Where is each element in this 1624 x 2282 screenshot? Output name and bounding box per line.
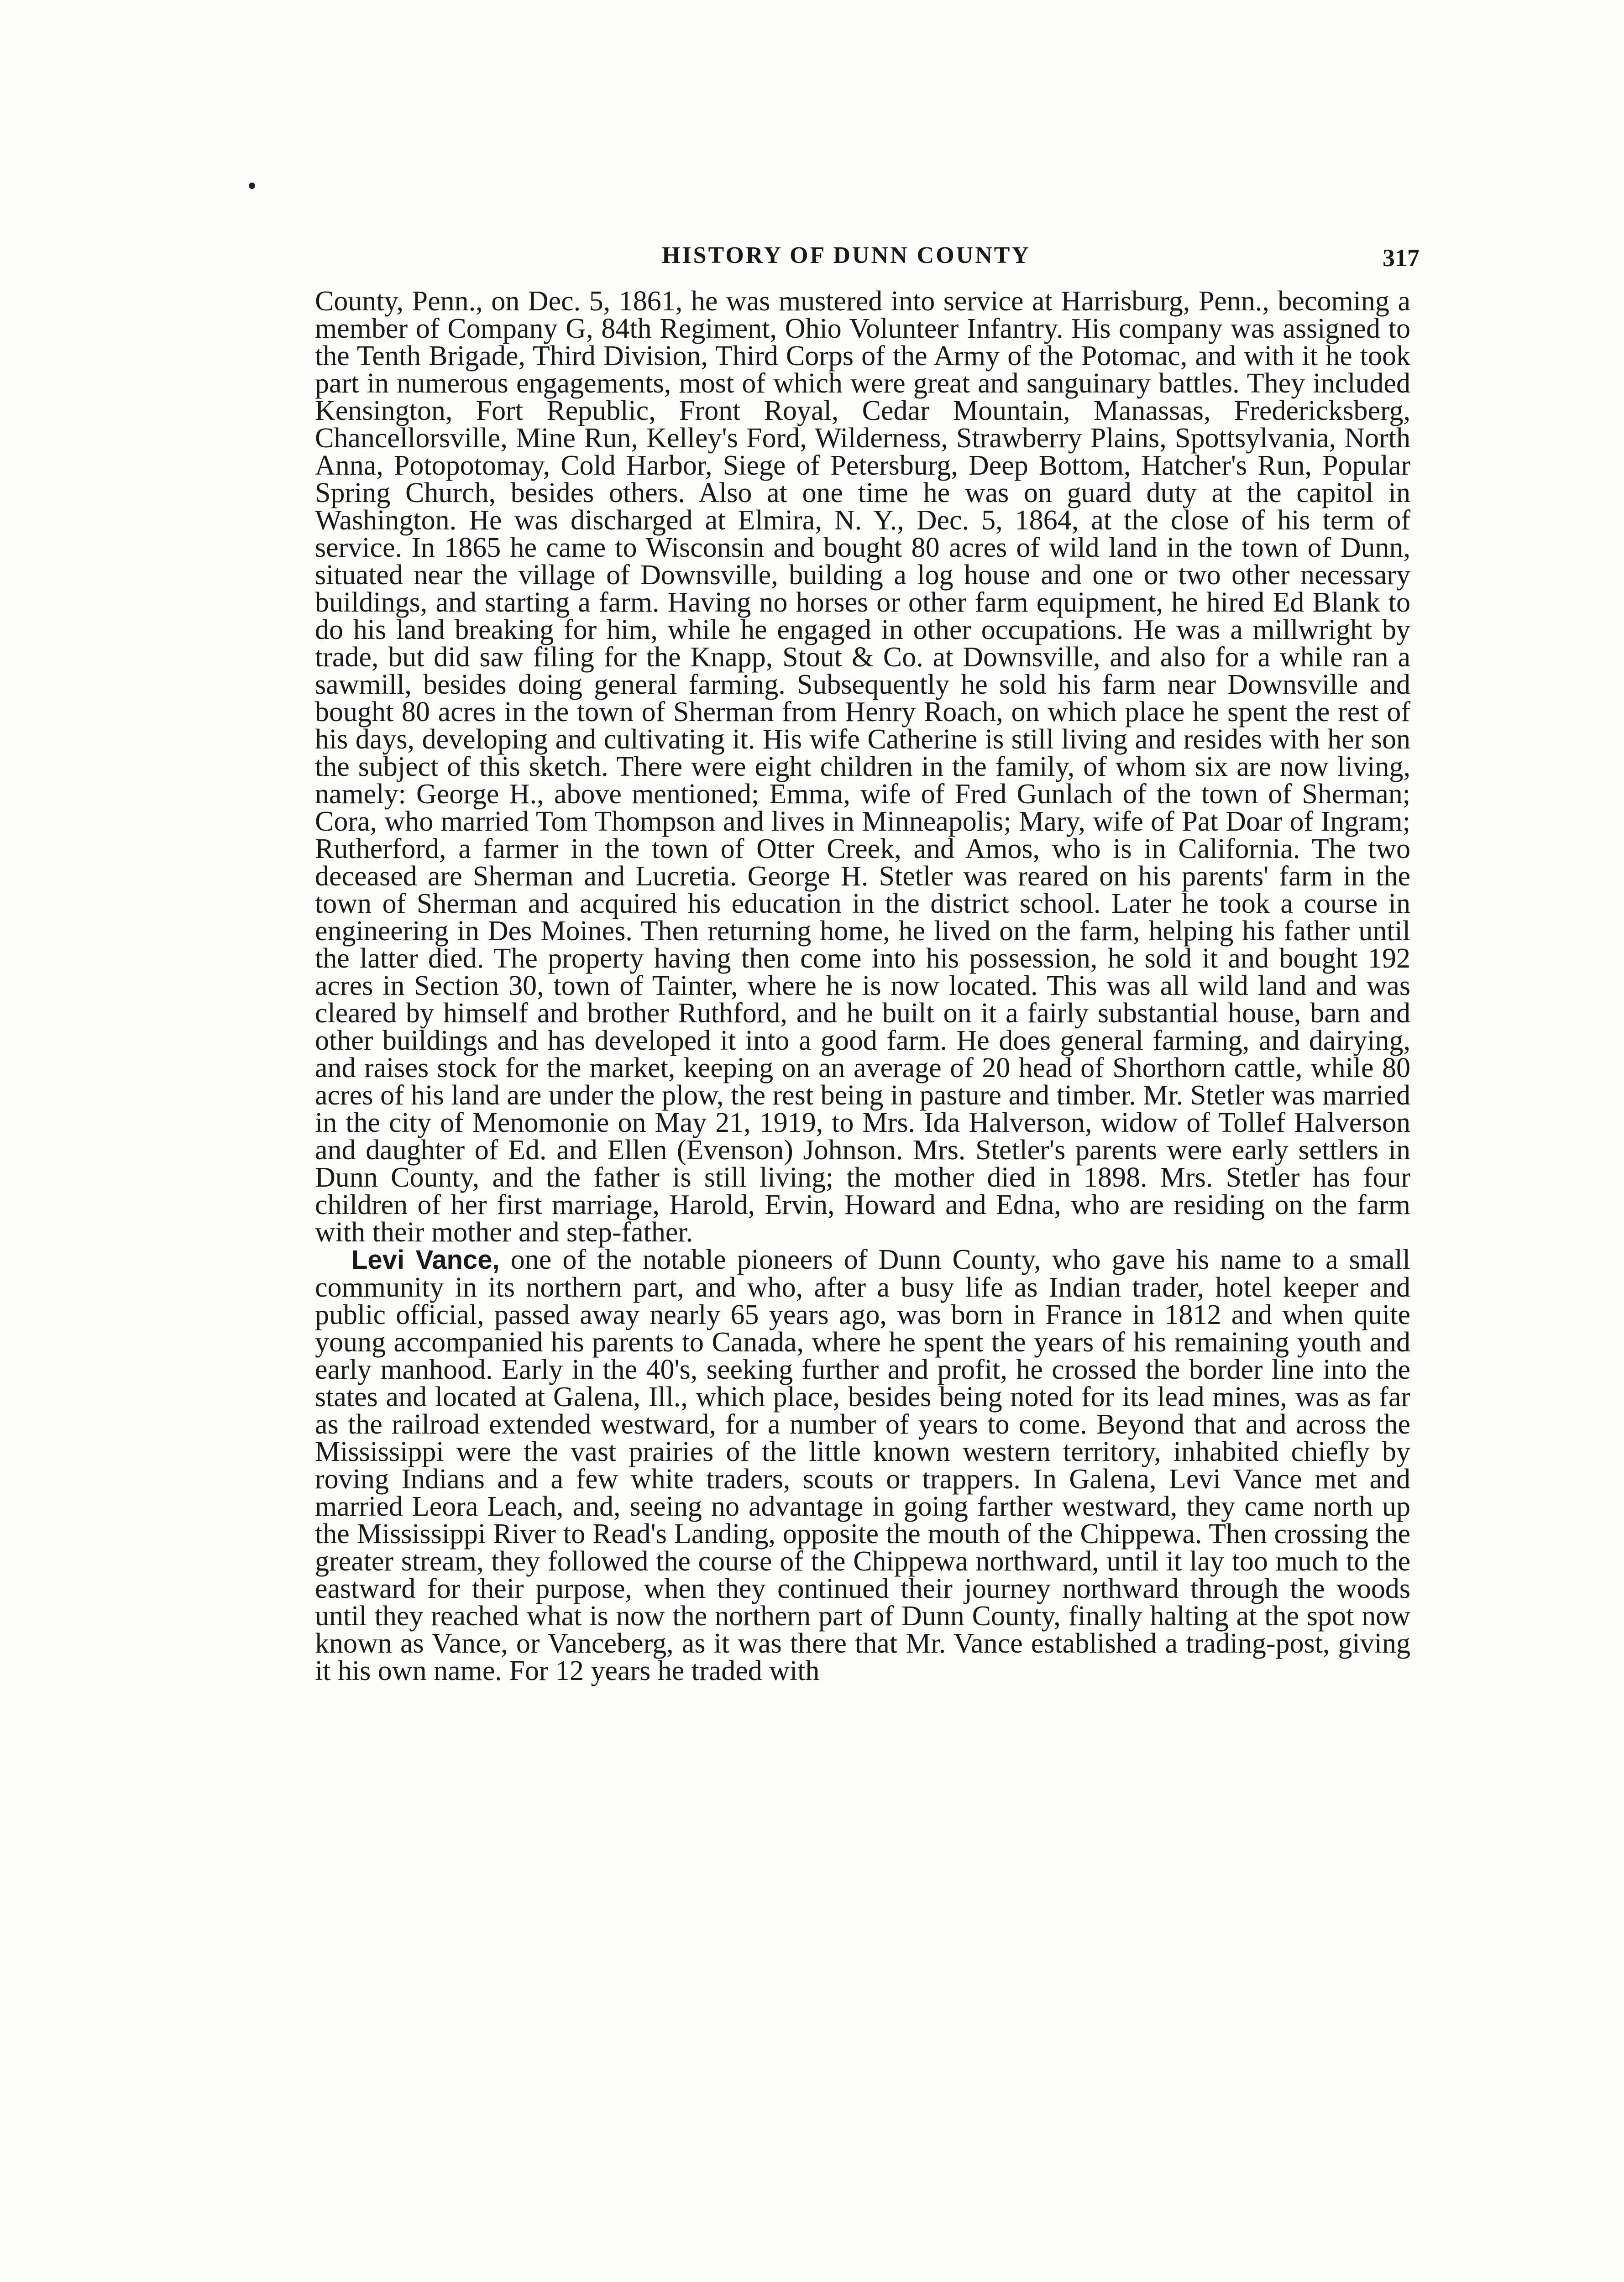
running-title: HISTORY OF DUNN COUNTY: [662, 242, 1031, 268]
ink-dot: [249, 183, 255, 189]
paragraph-levi-vance-text: one of the notable pioneers of Dunn County, who gave his name to a small community in its northern part, and who, after a busy life as Indian trader, hotel keeper and public official, passed away nearly 65 years ago, was born in France in 1812 and when quite young accompanied his parents to Canada, where he spent the years of his remaining youth and early manhood. Early in the 40's, seeking further and profit, he crossed the border line into the states and located at Galena, Ill., which place, besides being noted for its lead mines, was as far as the railroad extended westward, for a number of years to come. Beyond that and across the Mississippi were the vast prairies of the little known western territory, inhabited chiefly by roving Indians and a few white traders, scouts or trappers. In Galena, Levi Vance met and married Leora Leach, and, seeing no advantage in going farther westward, they came north up the Mississippi River to Read's Landing, opposite the mouth of the Chippewa. Then crossing the greater stream, they followed the course of the Chippewa northward, until it lay too much to the eastward for their purpose, when they continued their journey northward through the woods until they reached what is now the northern part of Dunn County, finally halting at the spot now known as Vance, or Vanceberg, as it was there that Mr. Vance established a trading-post, giving it his own name. For 12 years he traded with: [315, 1244, 1410, 1686]
paragraph-stetler: County, Penn., on Dec. 5, 1861, he was mustered into service at Harrisburg, Penn., becoming a member of Company G, 84th Regiment, Ohio Volunteer Infantry. His company was assigned to the Tenth Brigade, Third Division, Third Corps of the Army of the Potomac, and with it he took part in numerous engagements, most of which were great and sanguinary battles. They included Kensington, Fort Republic, Front Royal, Cedar Mountain, Manassas, Fredericksberg, Chancellorsville, Mine Run, Kelley's Ford, Wilderness, Strawberry Plains, Spottsylvania, North Anna, Potopotomay, Cold Harbor, Siege of Petersburg, Deep Bottom, Hatcher's Run, Popular Spring Church, besides others. Also at one time he was on guard duty at the capitol in Washington. He was discharged at Elmira, N. Y., Dec. 5, 1864, at the close of his term of service. In 1865 he came to Wisconsin and bought 80 acres of wild land in the town of Dunn, situated near the village of Downsville, building a log house and one or two other necessary buildings, and starting a farm. Having no horses or other farm equipment, he hired Ed Blank to do his land breaking for him, while he engaged in other occupations. He was a millwright by trade, but did saw filing for the Knapp, Stout & Co. at Downsville, and also for a while ran a sawmill, besides doing general farming. Subsequently he sold his farm near Downsville and bought 80 acres in the town of Sherman from Henry Roach, on which place he spent the rest of his days, developing and cultivating it. His wife Catherine is still living and resides with her son the subject of this sketch. There were eight children in the family, of whom six are now living, namely: George H., above mentioned; Emma, wife of Fred Gunlach of the town of Sherman; Cora, who married Tom Thompson and lives in Minneapolis; Mary, wife of Pat Doar of Ingram; Rutherford, a farmer in the town of Otter Creek, and Amos, who is in California. The two deceased are Sherman and Lucretia. George H. Stetler was reared on his parents' farm in the town of Sherman and acquired his education in the district school. Later he took a course in engineering in Des Moines. Then returning home, he lived on the farm, helping his father until the latter died. The property having then come into his possession, he sold it and bought 192 acres in Section 30, town of Tainter, where he is now located. This was all wild land and was cleared by himself and brother Ruthford, and he built on it a fairly substantial house, barn and other buildings and has developed it into a good farm. He does general farming, and dairying, and raises stock for the market, keeping on an average of 20 head of Shorthorn cattle, while 80 acres of his land are under the plow, the rest being in pasture and timber. Mr. Stetler was married in the city of Menomonie on May 21, 1919, to Mrs. Ida Halverson, widow of Tollef Halverson and daughter of Ed. and Ellen (Evenson) Johnson. Mrs. Stetler's parents were early settlers in Dunn County, and the father is still living; the mother died in 1898. Mrs. Stetler has four children of her first marriage, Harold, Ervin, Howard and Edna, who are residing on the farm with their mother and step-father.: [315, 286, 1410, 1248]
page-header: [315, 242, 1420, 283]
body-text: [315, 288, 1410, 1685]
subject-name: Levi Vance,: [351, 1245, 500, 1275]
page-number: 317: [1383, 244, 1420, 272]
paragraph-levi-vance: [315, 1246, 1410, 1685]
